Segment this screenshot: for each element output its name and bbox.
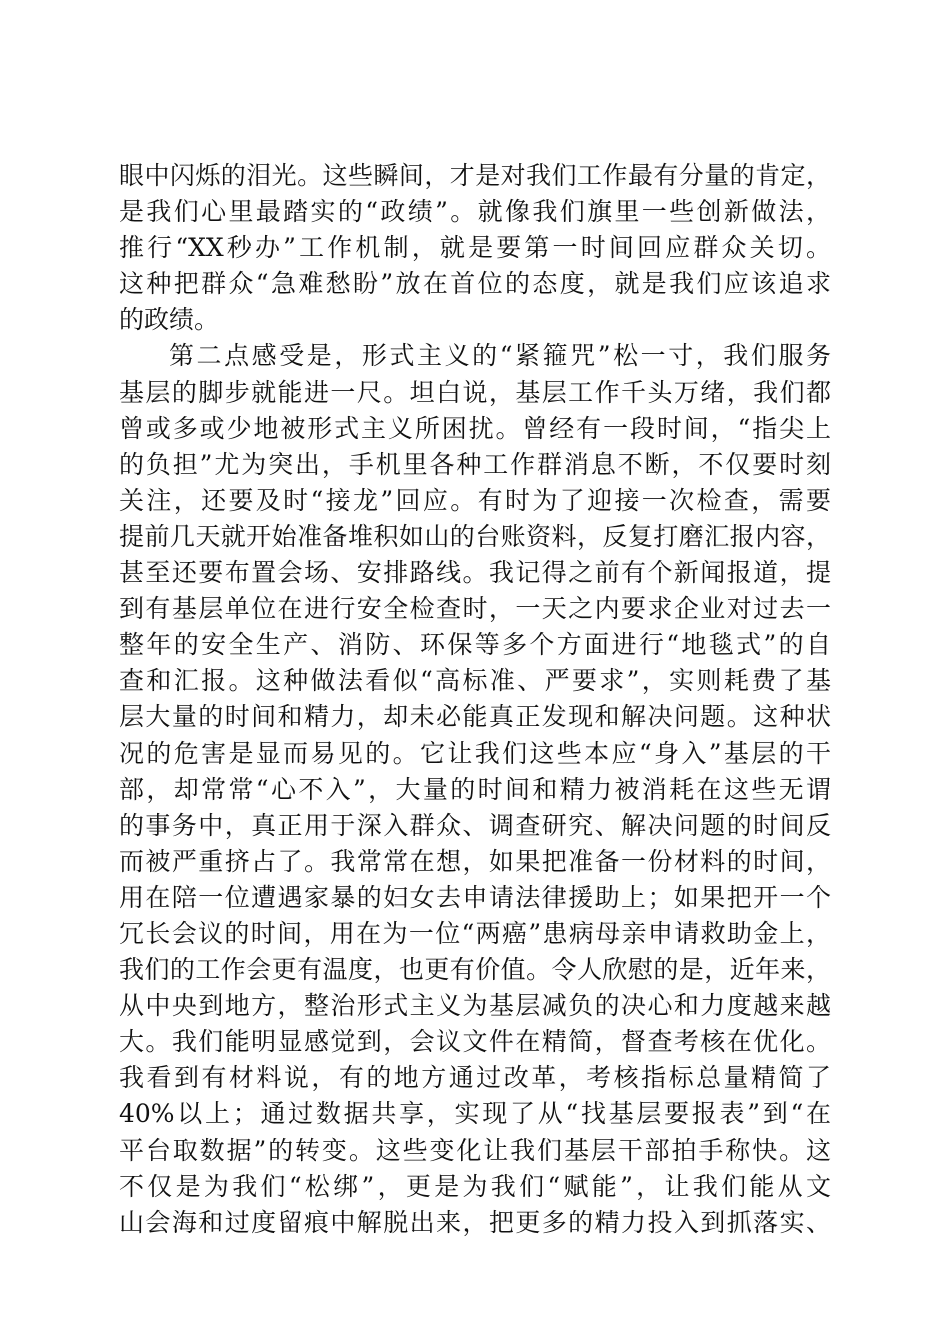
text-line: 关注，还要及时“接龙”回应。有时为了迎接一次检查，需要 xyxy=(119,485,831,515)
text-line: 眼中闪烁的泪光。这些瞬间，才是对我们工作最有分量的肯定， xyxy=(119,161,831,190)
text-line: 甚至还要布置会场、安排路线。我记得之前有个新闻报道，提 xyxy=(119,558,831,588)
text-line: 提前几天就开始准备堆积如山的台账资料，反复打磨汇报内容， xyxy=(119,521,831,551)
text-line: 冗长会议的时间，用在为一位“两癌”患病母亲申请救助金上， xyxy=(119,918,831,948)
text-line: 平台取数据”的转变。这些变化让我们基层干部拍手称快。这 xyxy=(119,1135,831,1165)
text-line: 而被严重挤占了。我常常在想，如果把准备一份材料的时间， xyxy=(119,846,831,876)
text-line: 这种把群众“急难愁盼”放在首位的态度，就是我们应该追求 xyxy=(119,269,831,299)
text-line: 查和汇报。这种做法看似“高标准、严要求”，实则耗费了基 xyxy=(119,666,831,696)
text-line: 的事务中，真正用于深入群众、调查研究、解决问题的时间反 xyxy=(119,810,831,840)
text-line: 第二点感受是，形式主义的“紧箍咒”松一寸，我们服务 xyxy=(169,341,831,371)
text-line: 我看到有材料说，有的地方通过改革，考核指标总量精简了 xyxy=(119,1063,831,1093)
text-line: 山会海和过度留痕中解脱出来，把更多的精力投入到抓落实、 xyxy=(119,1207,831,1237)
text-line: 我们的工作会更有温度，也更有价值。令人欣慰的是，近年来， xyxy=(119,955,831,985)
text-line: 的政绩。 xyxy=(119,305,220,335)
text-line: 是我们心里最踏实的“政绩”。就像我们旗里一些创新做法， xyxy=(119,197,831,227)
text-line: 到有基层单位在进行安全检查时，一天之内要求企业对过去一 xyxy=(119,594,831,624)
text-line: 不仅是为我们“松绑”，更是为我们“赋能”，让我们能从文 xyxy=(119,1171,831,1201)
text-line: 的负担”尤为突出，手机里各种工作群消息不断，不仅要时刻 xyxy=(119,449,831,479)
text-line: 用在陪一位遭遇家暴的妇女去申请法律援助上；如果把开一个 xyxy=(119,882,831,912)
text-line: 整年的安全生产、消防、环保等多个方面进行“地毯式”的自 xyxy=(119,630,831,660)
paragraph xyxy=(119,158,831,338)
text-line: 推行“XX秒办”工作机制，就是要第一时间回应群众关切。 xyxy=(119,233,831,263)
text-line: 况的危害是显而易见的。它让我们这些本应“身入”基层的干 xyxy=(119,738,831,768)
paragraph xyxy=(119,338,831,1240)
text-line: 层大量的时间和精力，却未必能真正发现和解决问题。这种状 xyxy=(119,702,831,732)
text-line: 基层的脚步就能进一尺。坦白说，基层工作千头万绪，我们都 xyxy=(119,377,831,407)
text-line: 部，却常常“心不入”，大量的时间和精力被消耗在这些无谓 xyxy=(119,774,831,804)
text-line: 从中央到地方，整治形式主义为基层减负的决心和力度越来越 xyxy=(119,991,831,1021)
body-text xyxy=(119,158,831,1241)
text-line: 40%以上；通过数据共享，实现了从“找基层要报表”到“在 xyxy=(119,1099,831,1129)
text-line: 曾或多或少地被形式主义所困扰。曾经有一段时间，“指尖上 xyxy=(119,413,831,443)
text-line: 大。我们能明显感觉到，会议文件在精简，督查考核在优化。 xyxy=(119,1027,831,1057)
